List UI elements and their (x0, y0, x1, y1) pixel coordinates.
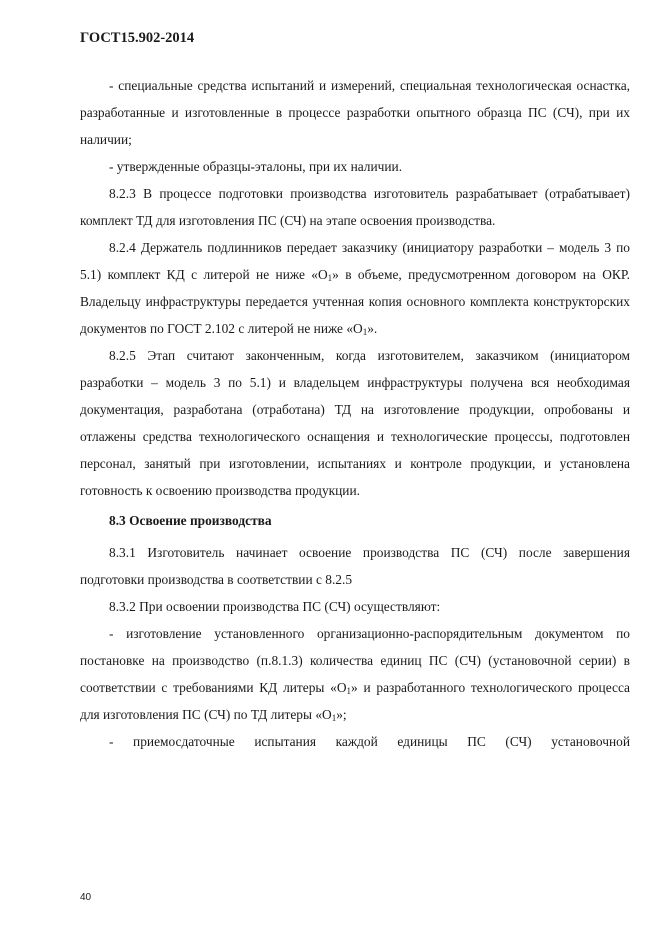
document-code-header: ГОСТ15.902-2014 (80, 30, 195, 46)
clause-8-2-3: 8.2.3 В процессе подготовки производства изготовитель разрабатывает (отрабатывает) комплект ТД для изготовления ПС (СЧ) на этапе освоения производства. (80, 186, 630, 228)
clause-8-2-4 (80, 234, 630, 342)
subscript: 1 (327, 273, 333, 283)
clause-text: »; (336, 707, 347, 722)
list-item-reference-samples: - утвержденные образцы-эталоны, при их наличии. (109, 159, 403, 174)
list-item-acceptance-tests: - приемосдаточные испытания каждой единицы ПС (СЧ) установочной (109, 734, 630, 749)
clause-text: 8.2.4 Держатель подлинников передает заказчику (инициатору разработки – модель 3 по 5.1) комплект КД с литерой не ниже «О (80, 240, 630, 282)
list-item-special-equipment: - специальные средства испытаний и измерений, специальная технологическая оснастка, разработанные и изготовленные в процессе разработки опытного образца ПС (СЧ), при их наличии; (80, 78, 630, 147)
list-item-manufacturing (80, 620, 630, 728)
section-heading: 8.3 Освоение производства (109, 513, 272, 528)
document-body (80, 72, 630, 755)
clause-8-3-2: 8.3.2 При освоении производства ПС (СЧ) осуществляют: (109, 599, 441, 614)
subscript: 1 (362, 327, 368, 337)
clause-text: ». (367, 321, 378, 336)
clause-8-3-1: 8.3.1 Изготовитель начинает освоение производства ПС (СЧ) после завершения подготовки производства в соответствии с 8.2.5 (80, 545, 630, 587)
clause-8-2-5: 8.2.5 Этап считают законченным, когда изготовителем, заказчиком (инициатором разработки – модель 3 по 5.1) и владельцем инфраструктуры получена вся необходимая документация, разработана (отработана) ТД на изготовление продукции, опробованы и отлажены средства технологического оснащения и технологические процессы, подготовлен персонал, занятый при изготовлении, испытаниях и контроле продукции, и установлена готовность к освоению производства продукции. (80, 348, 630, 498)
page-number: 40 (80, 892, 92, 903)
subscript: 1 (331, 713, 337, 723)
clause-text: » в объеме, предусмотренном договором на ОКР. Владельцу инфраструктуры передается учтенная копия основного комплекта конструкторских документов по ГОСТ 2.102 с литерой не ниже «О (80, 267, 630, 336)
clause-text: » и разработанного технологического процесса для изготовления ПС (СЧ) по ТД литеры «О (80, 680, 630, 722)
subscript: 1 (346, 686, 352, 696)
clause-text: - изготовление установленного организационно-распорядительным документом по постановке на производство (п.8.1.3) количества единиц ПС (СЧ) (установочной серии) в соответствии с требованиями КД литеры «О (80, 626, 630, 695)
